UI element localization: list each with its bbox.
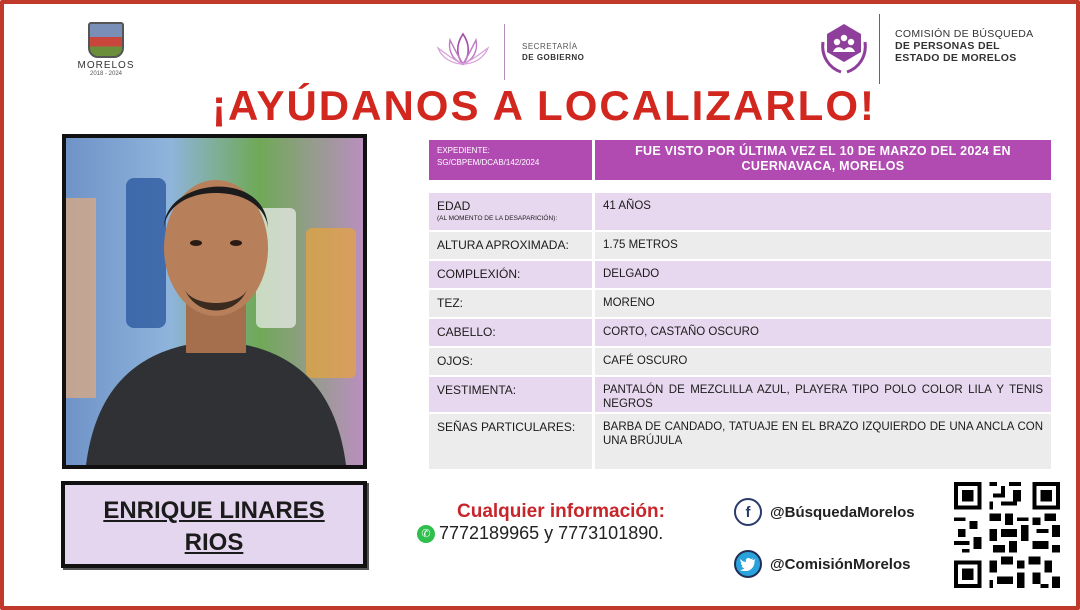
detail-row-altura <box>429 232 1051 259</box>
phone-1[interactable]: 7772189965 <box>439 523 540 543</box>
person-name-box <box>61 481 367 568</box>
contact-phones <box>417 523 663 544</box>
segob-line2: DE GOBIERNO <box>522 53 585 62</box>
detail-label-sub: (AL MOMENTO DE LA DESAPARICIÓN): <box>437 215 558 222</box>
phone-2[interactable]: 7773101890 <box>558 523 659 543</box>
phone-end: . <box>658 523 664 543</box>
detail-label: VESTIMENTA: <box>429 377 592 412</box>
twitter-bird-glyph <box>740 557 756 571</box>
detail-value: DELGADO <box>595 261 1051 288</box>
morelos-logo-years: 2018 - 2024 <box>89 71 123 77</box>
twitter-icon <box>734 550 762 578</box>
phone-joiner: y <box>539 523 559 543</box>
detail-row-ojos <box>429 348 1051 375</box>
comision-line1: COMISIÓN DE BÚSQUEDA <box>895 28 1034 40</box>
lotus-flower-icon <box>434 30 492 70</box>
comision-line3: ESTADO DE MORELOS <box>895 52 1017 64</box>
detail-value: PANTALÓN DE MEZCLILLA AZUL, PLAYERA TIPO POLO COLOR LILA Y TENIS NEGROS <box>595 377 1051 412</box>
whatsapp-icon: ✆ <box>417 525 435 543</box>
twitter-link[interactable] <box>734 550 910 578</box>
hands-house-icon <box>819 22 869 74</box>
person-photo <box>62 134 367 469</box>
detail-value: CAFÉ OSCURO <box>595 348 1051 375</box>
facebook-handle: @BúsquedaMorelos <box>770 503 915 521</box>
facebook-icon: f <box>734 498 762 526</box>
expediente-value: SG/CBPEM/DCAB/142/2024 <box>437 158 540 167</box>
detail-label: CABELLO: <box>429 319 592 346</box>
detail-value: 41 AÑOS <box>595 193 1051 230</box>
comision-divider <box>879 14 880 84</box>
expediente-label: EXPEDIENTE: <box>437 146 490 155</box>
detail-label: COMPLEXIÓN: <box>429 261 592 288</box>
detail-label: TEZ: <box>429 290 592 317</box>
morelos-logo-name: MORELOS <box>77 60 135 71</box>
twitter-handle: @ComisiónMorelos <box>770 555 911 573</box>
segob-divider <box>504 24 505 80</box>
detail-row-cabello <box>429 319 1051 346</box>
detail-label: ALTURA APROXIMADA: <box>429 232 592 259</box>
person-photo-illustration <box>66 138 363 465</box>
qr-code-icon[interactable] <box>949 478 1065 592</box>
detail-row-vestimenta <box>429 377 1051 412</box>
person-name-line1: ENRIQUE LINARES <box>103 497 325 524</box>
comision-line2: DE PERSONAS DEL <box>895 40 1000 52</box>
detail-row-senas <box>429 414 1051 469</box>
headline: ¡AYÚDANOS A LOCALIZARLO! <box>212 82 876 129</box>
contact-title: Cualquier información: <box>457 501 665 522</box>
detail-value: BARBA DE CANDADO, TATUAJE EN EL BRAZO IZQUIERDO DE UNA ANCLA CON UNA BRÚJULA <box>595 414 1051 469</box>
detail-label <box>429 193 592 230</box>
detail-value: MORENO <box>595 290 1051 317</box>
detail-value: CORTO, CASTAÑO OSCURO <box>595 319 1051 346</box>
expediente-cell <box>429 140 592 180</box>
morelos-logo <box>74 22 138 77</box>
morelos-shield-icon <box>88 22 124 58</box>
detail-value: 1.75 METROS <box>595 232 1051 259</box>
person-name-line2: RIOS <box>184 529 244 556</box>
segob-logo <box>434 24 604 80</box>
detail-row-edad <box>429 193 1051 230</box>
detail-label: SEÑAS PARTICULARES: <box>429 414 592 469</box>
last-seen-cell: FUE VISTO POR ÚLTIMA VEZ EL 10 DE MARZO DEL 2024 EN CUERNAVACA, MORELOS <box>595 140 1051 180</box>
detail-row-complexion <box>429 261 1051 288</box>
comision-logo <box>819 14 1059 84</box>
segob-line1: SECRETARÍA <box>522 42 578 51</box>
detail-label-text: EDAD <box>437 199 471 213</box>
detail-label: OJOS: <box>429 348 592 375</box>
facebook-link[interactable] <box>734 498 915 526</box>
detail-row-tez <box>429 290 1051 317</box>
